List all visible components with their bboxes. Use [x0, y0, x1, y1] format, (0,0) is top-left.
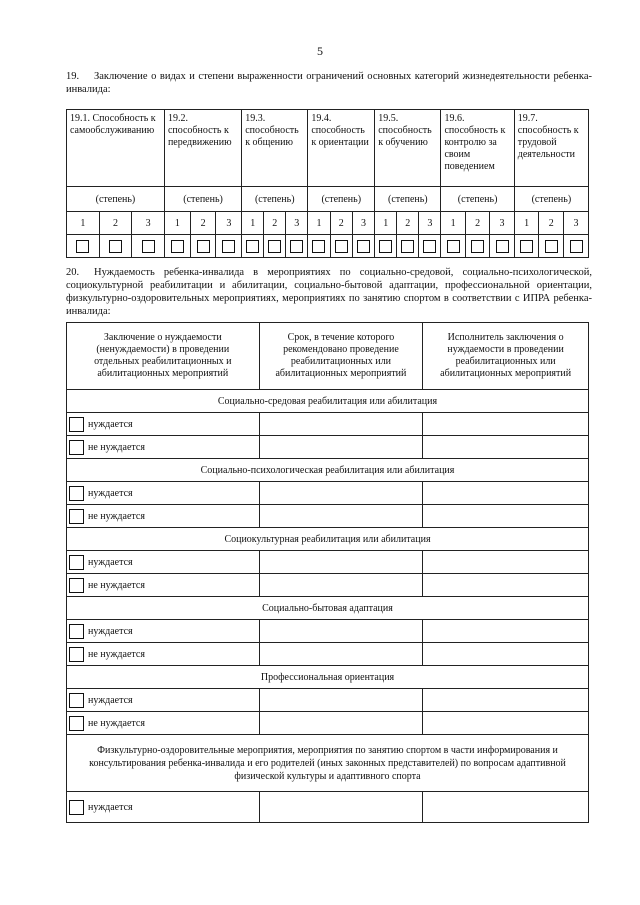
degree-number: 3	[419, 212, 441, 235]
section-19-number: 19.	[66, 71, 80, 82]
term-field[interactable]	[259, 712, 423, 735]
degree-checkbox-cell	[264, 235, 286, 258]
degree-checkbox[interactable]	[312, 240, 325, 253]
degree-checkbox-cell	[216, 235, 242, 258]
degree-label: (степень)	[242, 187, 308, 212]
term-field[interactable]	[259, 551, 423, 574]
option-cell	[67, 643, 260, 666]
option-label: нуждается	[88, 801, 133, 813]
degree-checkbox-cell	[539, 235, 564, 258]
option-label: не нуждается	[88, 441, 145, 453]
option-checkbox[interactable]	[69, 440, 84, 455]
option-cell	[67, 574, 260, 597]
degree-label: (степень)	[308, 187, 375, 212]
degree-number: 1	[67, 212, 100, 235]
option-cell	[67, 482, 260, 505]
degree-number: 1	[308, 212, 330, 235]
option-checkbox[interactable]	[69, 578, 84, 593]
option-cell	[67, 436, 260, 459]
degree-label: (степень)	[67, 187, 165, 212]
option-label: не нуждается	[88, 717, 145, 729]
degree-checkbox-cell	[330, 235, 352, 258]
degree-checkbox-cell	[490, 235, 514, 258]
category-6: 19.6. способность к контролю за своим поведением	[441, 110, 514, 187]
degree-checkbox-cell	[190, 235, 216, 258]
degree-checkbox-cell	[465, 235, 489, 258]
option-cell	[67, 792, 260, 823]
degree-checkbox-cell	[375, 235, 397, 258]
option-checkbox[interactable]	[69, 555, 84, 570]
term-field[interactable]	[259, 792, 423, 823]
option-label: нуждается	[88, 556, 133, 568]
group-title: Социально-бытовая адаптация	[67, 597, 589, 620]
option-checkbox[interactable]	[69, 693, 84, 708]
degree-checkbox[interactable]	[379, 240, 392, 253]
degree-checkbox-cell	[564, 235, 589, 258]
term-field[interactable]	[259, 482, 423, 505]
option	[67, 486, 259, 501]
executor-field[interactable]	[423, 712, 589, 735]
option-checkbox[interactable]	[69, 716, 84, 731]
degree-number: 2	[190, 212, 216, 235]
degree-number: 2	[99, 212, 132, 235]
degree-checkbox[interactable]	[335, 240, 348, 253]
header-term: Срок, в течение которого рекомендовано проведение реабилитационных или абилитационных мероприятий	[259, 323, 423, 390]
option-cell	[67, 712, 260, 735]
option-checkbox[interactable]	[69, 417, 84, 432]
option	[67, 578, 259, 593]
degree-number: 2	[264, 212, 286, 235]
degree-checkbox[interactable]	[471, 240, 484, 253]
term-field[interactable]	[259, 505, 423, 528]
option-cell	[67, 620, 260, 643]
degree-checkbox-cell	[164, 235, 190, 258]
degree-checkbox-cell	[308, 235, 330, 258]
executor-field[interactable]	[423, 413, 589, 436]
option-checkbox[interactable]	[69, 486, 84, 501]
option	[67, 693, 259, 708]
degree-label: (степень)	[164, 187, 241, 212]
executor-field[interactable]	[423, 792, 589, 823]
degree-checkbox[interactable]	[545, 240, 558, 253]
category-3: 19.3. способность к общению	[242, 110, 308, 187]
degree-checkbox[interactable]	[109, 240, 122, 253]
degree-number: 1	[164, 212, 190, 235]
degree-checkbox[interactable]	[290, 240, 303, 253]
section-20-table	[66, 322, 589, 823]
option	[67, 647, 259, 662]
degree-number: 2	[465, 212, 489, 235]
term-field[interactable]	[259, 574, 423, 597]
degree-checkbox[interactable]	[423, 240, 436, 253]
degree-checkbox[interactable]	[171, 240, 184, 253]
degree-number: 2	[330, 212, 352, 235]
option	[67, 440, 259, 455]
degree-checkbox[interactable]	[268, 240, 281, 253]
degree-checkbox[interactable]	[401, 240, 414, 253]
degree-number: 2	[539, 212, 564, 235]
group-title: Физкультурно-оздоровительные мероприятия, мероприятия по занятию спортом в части информирования и консультирования ребенка-инвалида и его родителей (иных законных представителей) по вопросам адаптивной физической культуры и адаптивного спорта	[67, 735, 589, 792]
degree-checkbox[interactable]	[447, 240, 460, 253]
degree-number: 1	[514, 212, 539, 235]
option	[67, 800, 259, 815]
option	[67, 716, 259, 731]
option-label: не нуждается	[88, 648, 145, 660]
section-20-title	[66, 266, 592, 318]
degree-label: (степень)	[514, 187, 588, 212]
option-label: нуждается	[88, 487, 133, 499]
option	[67, 509, 259, 524]
degree-checkbox[interactable]	[222, 240, 235, 253]
degree-checkbox-cell	[99, 235, 132, 258]
term-field[interactable]	[259, 643, 423, 666]
section-20-number: 20.	[66, 267, 80, 278]
option-checkbox[interactable]	[69, 800, 84, 815]
degree-checkbox[interactable]	[76, 240, 89, 253]
degree-checkbox-cell	[419, 235, 441, 258]
executor-field[interactable]	[423, 620, 589, 643]
executor-field[interactable]	[423, 551, 589, 574]
degree-checkbox-cell	[286, 235, 308, 258]
degree-label: (степень)	[375, 187, 441, 212]
option-label: нуждается	[88, 694, 133, 706]
executor-field[interactable]	[423, 689, 589, 712]
term-field[interactable]	[259, 620, 423, 643]
degree-checkbox-cell	[132, 235, 165, 258]
degree-checkbox[interactable]	[520, 240, 533, 253]
degree-checkbox[interactable]	[246, 240, 259, 253]
term-field[interactable]	[259, 689, 423, 712]
option-label: не нуждается	[88, 510, 145, 522]
degree-number: 3	[352, 212, 374, 235]
section-19-table	[66, 109, 589, 258]
section-20-text: Нуждаемость ребенка-инвалида в мероприятиях по социально-средовой, социально-психологической, социокультурной реабилитации и абилитации, социально-бытовой адаптации, профессиональной ориентации, физкультурно-оздоровительных мероприятиях, мероприятиях по занятию спортом в соответствии с ИПРА ребенка-инвалида:	[66, 267, 592, 317]
header-executor: Исполнитель заключения о нуждаемости в проведении реабилитационных или абилитационных мероприятий	[423, 323, 589, 390]
degree-checkbox-cell	[352, 235, 374, 258]
option-checkbox[interactable]	[69, 647, 84, 662]
category-7: 19.7. способность к трудовой деятельности	[514, 110, 588, 187]
term-field[interactable]	[259, 413, 423, 436]
degree-checkbox[interactable]	[496, 240, 509, 253]
executor-field[interactable]	[423, 505, 589, 528]
option	[67, 624, 259, 639]
degree-number: 3	[286, 212, 308, 235]
degree-number: 3	[490, 212, 514, 235]
degree-checkbox-cell	[514, 235, 539, 258]
degree-number: 1	[441, 212, 465, 235]
option	[67, 417, 259, 432]
option-checkbox[interactable]	[69, 509, 84, 524]
executor-field[interactable]	[423, 436, 589, 459]
degree-label: (степень)	[441, 187, 514, 212]
executor-field[interactable]	[423, 482, 589, 505]
category-1: 19.1. Способность к самообслуживанию	[67, 110, 165, 187]
group-title: Социально-средовая реабилитация или абилитация	[67, 390, 589, 413]
degree-checkbox-cell	[242, 235, 264, 258]
option-checkbox[interactable]	[69, 624, 84, 639]
option-label: нуждается	[88, 418, 133, 430]
group-title: Профессиональная ориентация	[67, 666, 589, 689]
group-title: Социокультурная реабилитация или абилитация	[67, 528, 589, 551]
option	[67, 555, 259, 570]
degree-checkbox[interactable]	[570, 240, 583, 253]
category-4: 19.4. способность к ориентации	[308, 110, 375, 187]
group-title: Социально-психологическая реабилитация или абилитация	[67, 459, 589, 482]
category-2: 19.2. способность к передвижению	[164, 110, 241, 187]
section-19-title	[66, 70, 592, 96]
degree-checkbox[interactable]	[357, 240, 370, 253]
header-conclusion: Заключение о нуждаемости (ненуждаемости) в проведении отдельных реабилитационных и абилитационных мероприятий	[67, 323, 260, 390]
degree-number: 3	[564, 212, 589, 235]
degree-checkbox[interactable]	[142, 240, 155, 253]
degree-checkbox[interactable]	[197, 240, 210, 253]
degree-checkbox-cell	[67, 235, 100, 258]
degree-number: 3	[132, 212, 165, 235]
degree-number: 1	[242, 212, 264, 235]
option-cell	[67, 551, 260, 574]
category-5: 19.5. способность к обучению	[375, 110, 441, 187]
option-cell	[67, 689, 260, 712]
degree-checkbox-cell	[441, 235, 465, 258]
section-19-text: Заключение о видах и степени выраженности ограничений основных категорий жизнедеятельности ребенка-инвалида:	[66, 71, 592, 95]
executor-field[interactable]	[423, 574, 589, 597]
degree-checkbox-cell	[397, 235, 419, 258]
option-label: не нуждается	[88, 579, 145, 591]
degree-number: 2	[397, 212, 419, 235]
page-number: 5	[317, 44, 323, 58]
degree-number: 3	[216, 212, 242, 235]
executor-field[interactable]	[423, 643, 589, 666]
degree-number: 1	[375, 212, 397, 235]
option-cell	[67, 413, 260, 436]
term-field[interactable]	[259, 436, 423, 459]
option-cell	[67, 505, 260, 528]
option-label: нуждается	[88, 625, 133, 637]
